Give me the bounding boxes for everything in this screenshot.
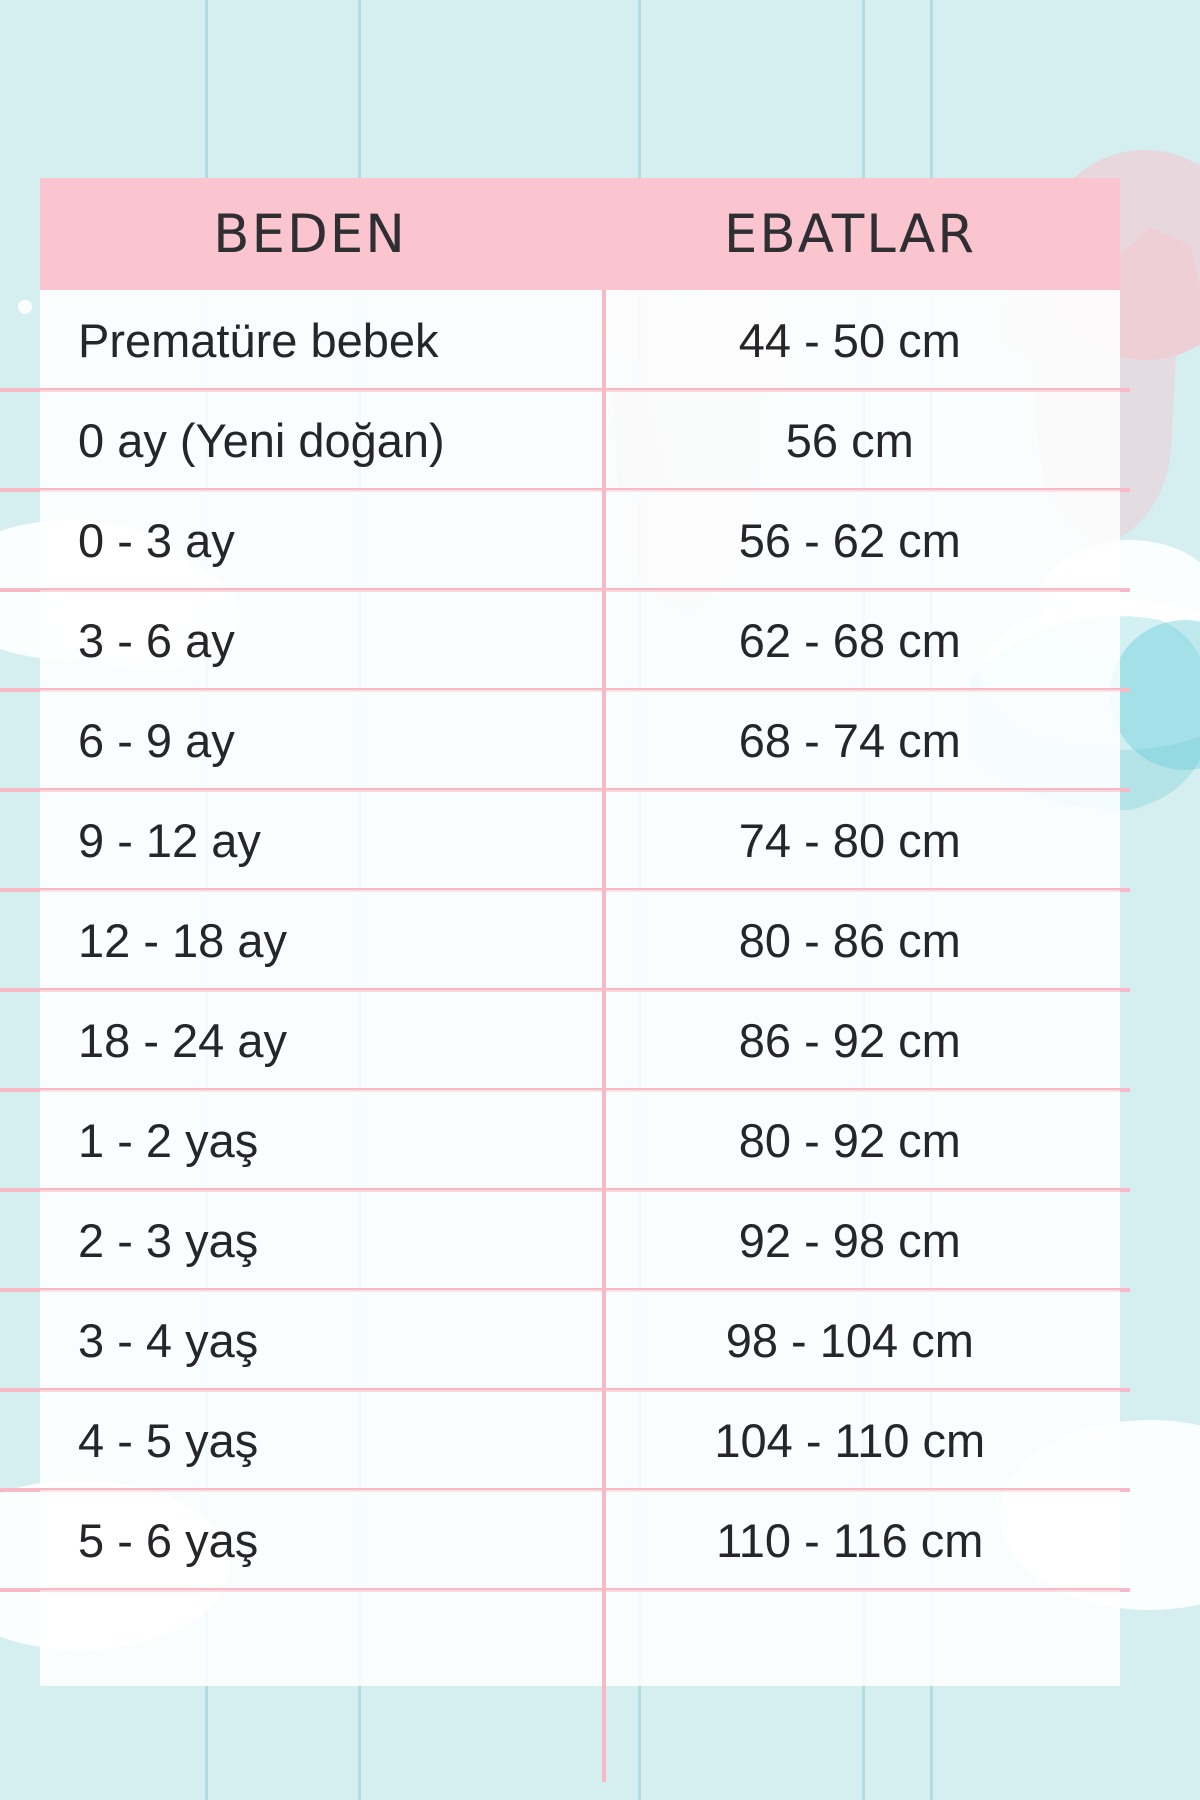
table-row: [40, 1090, 1120, 1190]
table-row: [40, 890, 1120, 990]
cell-ebat: 44 - 50 cm: [738, 313, 961, 367]
table-header-row: [40, 178, 1120, 290]
column-header-ebatlar: EBATLAR: [723, 203, 977, 265]
table-row: [40, 1290, 1120, 1390]
cell-ebat: 62 - 68 cm: [738, 613, 961, 667]
cell-ebat: 56 - 62 cm: [738, 513, 961, 567]
cell-ebat: 80 - 86 cm: [738, 913, 961, 967]
cell-beden: 0 ay (Yeni doğan): [78, 413, 445, 467]
table-row: [40, 690, 1120, 790]
table-row: [40, 1490, 1120, 1590]
cell-beden: 1 - 2 yaş: [78, 1113, 259, 1167]
cell-ebat: 68 - 74 cm: [738, 713, 961, 767]
cell-beden: 9 - 12 ay: [78, 813, 261, 867]
cell-beden: 3 - 4 yaş: [78, 1313, 259, 1367]
table-row: [40, 590, 1120, 690]
table-row: [40, 1390, 1120, 1490]
table-footer-strip: [40, 1590, 1120, 1686]
cell-ebat: 86 - 92 cm: [738, 1013, 961, 1067]
cell-beden: 18 - 24 ay: [78, 1013, 288, 1067]
cell-beden: Prematüre bebek: [78, 313, 439, 367]
cell-beden: 0 - 3 ay: [78, 513, 235, 567]
cell-beden: 2 - 3 yaş: [78, 1213, 259, 1267]
table-row: [40, 290, 1120, 390]
cell-beden: 6 - 9 ay: [78, 713, 235, 767]
cell-ebat: 74 - 80 cm: [738, 813, 961, 867]
dot-shape: [18, 300, 32, 314]
table-row: [40, 990, 1120, 1090]
column-divider: [602, 290, 606, 1782]
cell-beden: 3 - 6 ay: [78, 613, 235, 667]
table-body: [40, 290, 1120, 1590]
cell-beden: 5 - 6 yaş: [78, 1513, 259, 1567]
cell-ebat: 98 - 104 cm: [725, 1313, 974, 1367]
table-row: [40, 790, 1120, 890]
cell-beden: 12 - 18 ay: [78, 913, 288, 967]
cell-ebat: 104 - 110 cm: [714, 1413, 986, 1467]
table-row: [40, 490, 1120, 590]
cell-beden: 4 - 5 yaş: [78, 1413, 259, 1467]
size-chart-card: [40, 178, 1120, 1686]
column-header-beden: BEDEN: [213, 203, 407, 265]
table-row: [40, 390, 1120, 490]
cell-ebat: 80 - 92 cm: [738, 1113, 961, 1167]
cell-ebat: 92 - 98 cm: [738, 1213, 961, 1267]
table-row: [40, 1190, 1120, 1290]
cell-ebat: 56 cm: [785, 413, 914, 467]
cell-ebat: 110 - 116 cm: [716, 1513, 984, 1567]
